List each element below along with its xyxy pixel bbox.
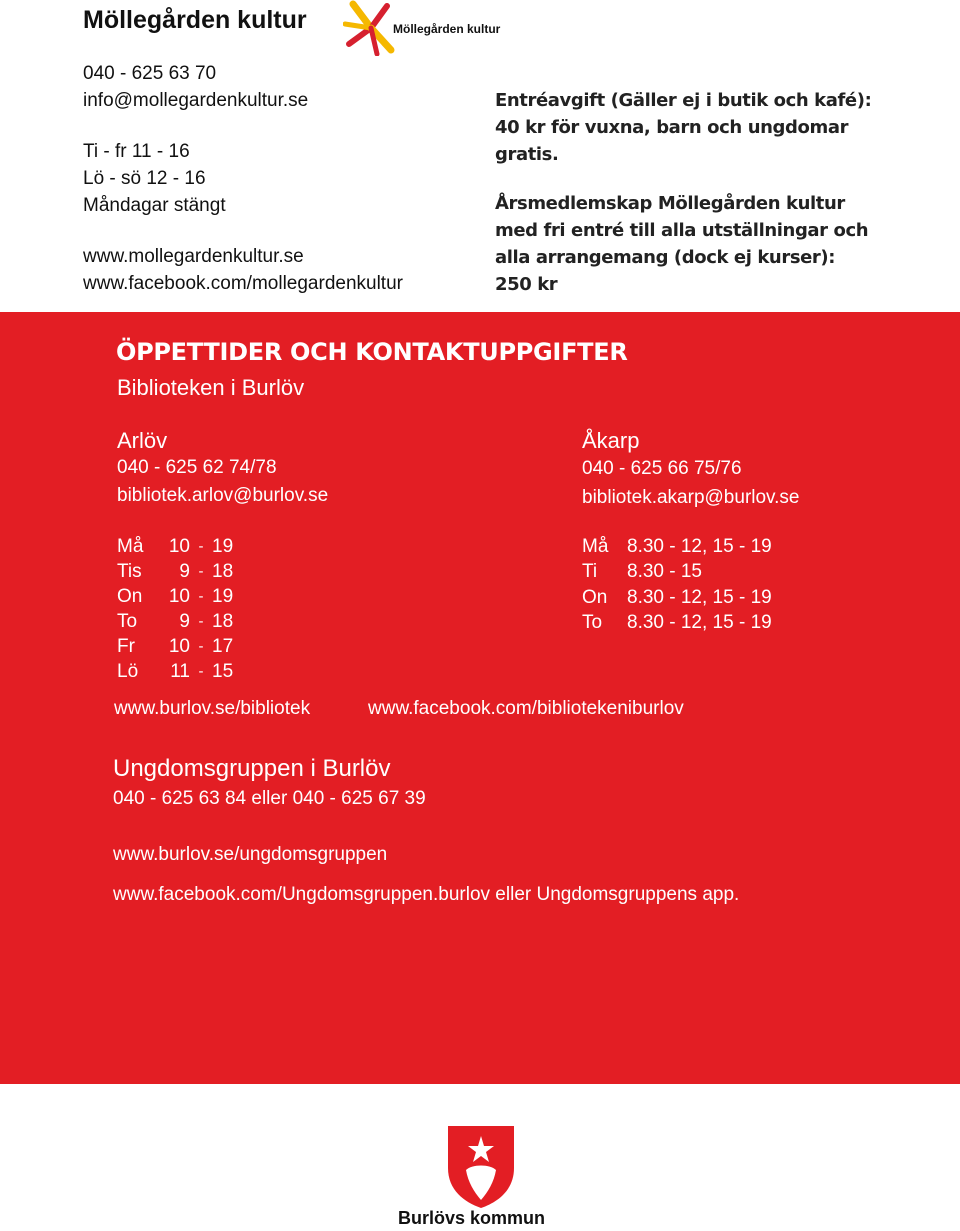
section-heading: ÖPPETTIDER OCH KONTAKTUPPGIFTER: [116, 338, 628, 366]
day: To: [117, 610, 138, 632]
ungdomsgruppen-facebook-link[interactable]: www.facebook.com/Ungdomsgruppen.burlov eller Ungdomsgruppens app.: [113, 884, 740, 905]
akarp-email-link[interactable]: bibliotek.akarp@burlov.se: [582, 487, 800, 508]
hours-row: [582, 611, 772, 637]
open-time: 10: [168, 635, 190, 657]
day: On: [117, 585, 143, 607]
day: Lö: [117, 660, 139, 682]
open-time: 9: [179, 560, 190, 582]
hours-row: [117, 534, 233, 559]
membership-line: med fri entré till alla utställningar och: [495, 220, 869, 241]
hours-row: [117, 584, 233, 609]
close-time: 19: [212, 585, 234, 607]
hours-line: Lö - sö 12 - 16: [83, 168, 206, 189]
membership-line: Årsmedlemskap Möllegården kultur: [495, 193, 845, 214]
opening-time: 8.30 - 12, 15 - 19: [627, 612, 772, 634]
hours-row: [117, 609, 233, 634]
opening-time: 8.30 - 15: [627, 561, 702, 583]
day: On: [582, 586, 608, 608]
open-time: 10: [168, 585, 190, 607]
open-time: 11: [170, 660, 190, 682]
hours-line: Ti - fr 11 - 16: [83, 141, 190, 162]
fee-line: Entréavgift (Gäller ej i butik och kafé):: [495, 90, 872, 111]
mollegarden-contact: [83, 60, 403, 297]
open-time: 10: [168, 535, 190, 557]
membership-line: alla arrangemang (dock ej kurser):: [495, 247, 836, 268]
close-time: 18: [212, 560, 234, 582]
open-time: 9: [179, 610, 190, 632]
akarp-hours: [582, 534, 772, 636]
arlov-hours: [117, 534, 233, 684]
separator: -: [198, 588, 204, 605]
day: Må: [117, 535, 144, 557]
branch-name-akarp: Åkarp: [582, 428, 640, 453]
hours-row: [582, 560, 772, 586]
hours-row: [582, 534, 772, 560]
hours-row: [117, 634, 233, 659]
opening-time: 8.30 - 12, 15 - 19: [627, 586, 772, 608]
ungdomsgruppen-phone: 040 - 625 63 84 eller 040 - 625 67 39: [113, 788, 426, 809]
hours-row: [582, 585, 772, 611]
phone: 040 - 625 63 70: [83, 63, 217, 84]
separator: -: [198, 613, 204, 630]
section-subheading: Biblioteken i Burlöv: [117, 375, 305, 400]
facebook-link[interactable]: www.facebook.com/mollegardenkultur: [83, 273, 403, 294]
separator: -: [198, 638, 204, 655]
fee-line: 40 kr för vuxna, barn och ungdomar: [495, 117, 849, 138]
star-burst-icon: [343, 0, 399, 56]
akarp-phone: 040 - 625 66 75/76: [582, 458, 742, 479]
separator: -: [198, 563, 204, 580]
hours-line: Måndagar stängt: [83, 195, 226, 216]
hours-row: [117, 659, 233, 684]
day: To: [582, 612, 603, 634]
day: Må: [582, 535, 609, 557]
price-info: [495, 87, 905, 298]
opening-time: 8.30 - 12, 15 - 19: [627, 535, 772, 557]
day: Tis: [117, 560, 142, 582]
separator: -: [198, 663, 204, 680]
page-title: Möllegården kultur: [83, 6, 307, 34]
day: Fr: [117, 635, 135, 657]
municipality-name: Burlövs kommun: [398, 1208, 546, 1228]
burlov-crest-icon: [442, 1122, 520, 1210]
ungdomsgruppen-website-link[interactable]: www.burlov.se/ungdomsgruppen: [113, 844, 388, 865]
mollegarden-logo: [343, 0, 501, 56]
membership-line: 250 kr: [495, 274, 558, 295]
website-link[interactable]: www.mollegardenkultur.se: [83, 246, 304, 267]
separator: -: [198, 538, 204, 555]
close-time: 18: [212, 610, 234, 632]
contact-section: [0, 312, 960, 1084]
email-link[interactable]: info@mollegardenkultur.se: [83, 90, 309, 111]
branch-name-arlov: Arlöv: [117, 428, 168, 453]
close-time: 15: [212, 660, 234, 682]
hours-row: [117, 559, 233, 584]
library-facebook-link[interactable]: www.facebook.com/bibliotekeniburlov: [368, 698, 684, 719]
close-time: 17: [212, 635, 234, 657]
close-time: 19: [212, 535, 234, 557]
ungdomsgruppen-title: Ungdomsgruppen i Burlöv: [113, 755, 391, 782]
arlov-email-link[interactable]: bibliotek.arlov@burlov.se: [117, 485, 329, 506]
arlov-phone: 040 - 625 62 74/78: [117, 457, 277, 478]
logo-text: Möllegården kultur: [393, 22, 501, 36]
fee-line: gratis.: [495, 144, 559, 165]
library-website-link[interactable]: www.burlov.se/bibliotek: [114, 698, 311, 719]
day: Ti: [582, 561, 598, 583]
